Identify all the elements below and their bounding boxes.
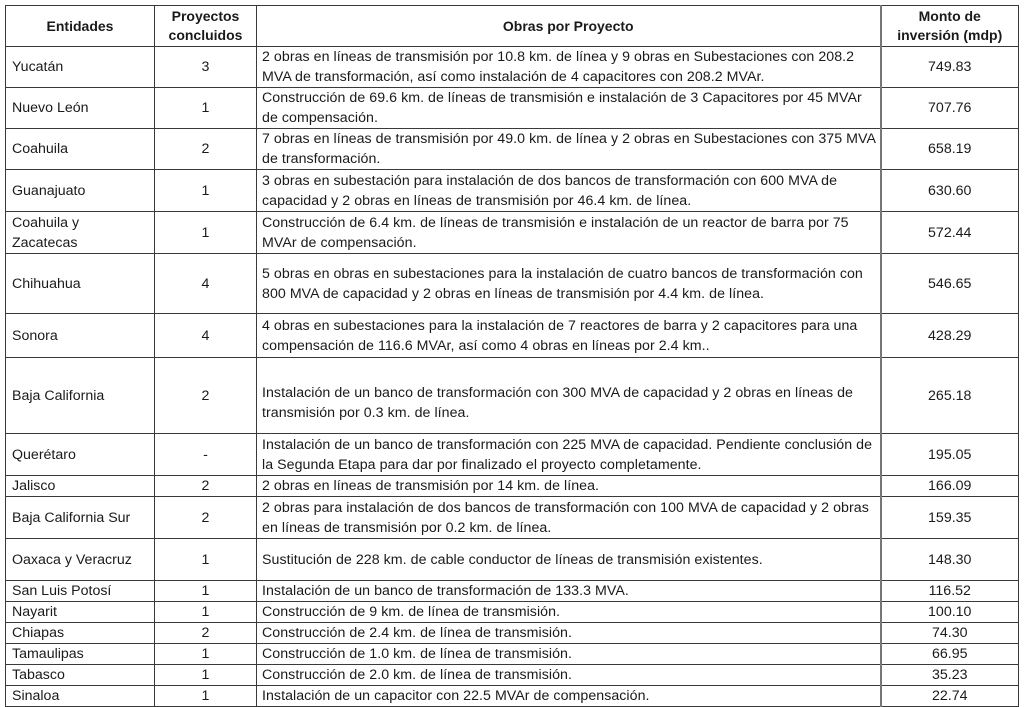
cell-proyectos: 1 (155, 88, 257, 129)
table-row (6, 88, 1019, 129)
cell-obras: 2 obras en líneas de transmisión por 14 km. de línea. (257, 476, 881, 497)
cell-obras: Construcción de 2.4 km. de línea de transmisión. (257, 623, 881, 644)
cell-monto: 546.65 (881, 254, 1019, 314)
cell-monto: 658.19 (881, 129, 1019, 170)
cell-proyectos: 1 (155, 686, 257, 707)
cell-monto: 265.18 (881, 358, 1019, 434)
header-proyectos: Proyectos concluidos (155, 6, 257, 47)
cell-entidad: Baja California (6, 358, 155, 434)
table-row (6, 476, 1019, 497)
cell-obras: Instalación de un banco de transformación con 300 MVA de capacidad y 2 obras en líneas de transmisión por 0.3 km. de línea. (257, 358, 881, 434)
cell-entidad: Yucatán (6, 47, 155, 88)
cell-monto: 148.30 (881, 539, 1019, 581)
cell-obras: Construcción de 1.0 km. de línea de transmisión. (257, 644, 881, 665)
cell-proyectos: - (155, 434, 257, 476)
cell-proyectos: 1 (155, 170, 257, 212)
cell-proyectos: 3 (155, 47, 257, 88)
cell-obras: Sustitución de 228 km. de cable conductor de líneas de transmisión existentes. (257, 539, 881, 581)
cell-entidad: Sinaloa (6, 686, 155, 707)
cell-monto: 74.30 (881, 623, 1019, 644)
cell-proyectos: 2 (155, 476, 257, 497)
cell-monto: 749.83 (881, 47, 1019, 88)
cell-entidad: Coahuila (6, 129, 155, 170)
cell-monto: 572.44 (881, 212, 1019, 254)
cell-proyectos: 1 (155, 602, 257, 623)
cell-obras: 5 obras en obras en subestaciones para la instalación de cuatro bancos de transformación con 800 MVA de capacidad y 2 obras en líneas de transmisión por 4.4 km. de línea. (257, 254, 881, 314)
cell-proyectos: 2 (155, 497, 257, 539)
table-row (6, 129, 1019, 170)
table-row (6, 47, 1019, 88)
table-row (6, 665, 1019, 686)
table-row (6, 212, 1019, 254)
cell-obras: 3 obras en subestación para instalación de dos bancos de transformación con 600 MVA de capacidad y 2 obras en líneas de transmisión por 46.4 km. de línea. (257, 170, 881, 212)
cell-monto: 428.29 (881, 314, 1019, 358)
cell-entidad: Tamaulipas (6, 644, 155, 665)
table-header-row (6, 6, 1019, 47)
cell-monto: 159.35 (881, 497, 1019, 539)
cell-monto: 707.76 (881, 88, 1019, 129)
table-row (6, 314, 1019, 358)
header-monto: Monto de inversión (mdp) (881, 6, 1019, 47)
cell-obras: 2 obras para instalación de dos bancos de transformación con 100 MVA de capacidad y 2 obras en líneas de transmisión por 0.2 km. de línea. (257, 497, 881, 539)
cell-entidad: Nayarit (6, 602, 155, 623)
cell-entidad: Guanajuato (6, 170, 155, 212)
header-entidades: Entidades (6, 6, 155, 47)
cell-monto: 630.60 (881, 170, 1019, 212)
cell-entidad: Jalisco (6, 476, 155, 497)
cell-obras: Instalación de un capacitor con 22.5 MVAr de compensación. (257, 686, 881, 707)
cell-obras: Construcción de 6.4 km. de líneas de transmisión e instalación de un reactor de barra por 75 MVAr de compensación. (257, 212, 881, 254)
cell-entidad: Querétaro (6, 434, 155, 476)
cell-entidad: Coahuila y Zacatecas (6, 212, 155, 254)
table-row (6, 497, 1019, 539)
cell-proyectos: 1 (155, 212, 257, 254)
header-obras: Obras por Proyecto (257, 6, 881, 47)
table-row (6, 434, 1019, 476)
cell-obras: Instalación de un banco de transformación con 225 MVA de capacidad. Pendiente conclusión de la Segunda Etapa para dar por finalizado el proyecto completamente. (257, 434, 881, 476)
cell-obras: 4 obras en subestaciones para la instalación de 7 reactores de barra y 2 capacitores para una compensación de 116.6 MVAr, así como 4 obras en líneas por 2.4 km.. (257, 314, 881, 358)
cell-obras: Instalación de un banco de transformación de 133.3 MVA. (257, 581, 881, 602)
table-row (6, 170, 1019, 212)
table-row (6, 686, 1019, 707)
cell-proyectos: 1 (155, 644, 257, 665)
table-row (6, 358, 1019, 434)
cell-entidad: Chihuahua (6, 254, 155, 314)
table-row (6, 581, 1019, 602)
cell-obras: 7 obras en líneas de transmisión por 49.0 km. de línea y 2 obras en Subestaciones con 375 MVA de transformación. (257, 129, 881, 170)
cell-obras: 2 obras en líneas de transmisión por 10.8 km. de línea y 9 obras en Subestaciones con 208.2 MVA de transformación, así como instalación de 4 capacitores con 208.2 MVAr. (257, 47, 881, 88)
table-row (6, 623, 1019, 644)
cell-monto: 116.52 (881, 581, 1019, 602)
cell-obras: Construcción de 69.6 km. de líneas de transmisión e instalación de 3 Capacitores por 45 MVAr de compensación. (257, 88, 881, 129)
cell-monto: 35.23 (881, 665, 1019, 686)
cell-entidad: Baja California Sur (6, 497, 155, 539)
cell-monto: 22.74 (881, 686, 1019, 707)
cell-proyectos: 2 (155, 358, 257, 434)
cell-entidad: Oaxaca y Veracruz (6, 539, 155, 581)
cell-obras: Construcción de 9 km. de línea de transmisión. (257, 602, 881, 623)
cell-monto: 195.05 (881, 434, 1019, 476)
cell-proyectos: 4 (155, 314, 257, 358)
cell-proyectos: 2 (155, 623, 257, 644)
projects-table (5, 5, 1019, 707)
cell-entidad: Sonora (6, 314, 155, 358)
cell-proyectos: 1 (155, 665, 257, 686)
table-row (6, 539, 1019, 581)
table-row (6, 644, 1019, 665)
cell-monto: 166.09 (881, 476, 1019, 497)
cell-monto: 100.10 (881, 602, 1019, 623)
cell-monto: 66.95 (881, 644, 1019, 665)
cell-entidad: Tabasco (6, 665, 155, 686)
cell-entidad: San Luis Potosí (6, 581, 155, 602)
cell-proyectos: 1 (155, 581, 257, 602)
cell-proyectos: 4 (155, 254, 257, 314)
table-row (6, 602, 1019, 623)
table-row (6, 254, 1019, 314)
cell-entidad: Chiapas (6, 623, 155, 644)
cell-obras: Construcción de 2.0 km. de línea de transmisión. (257, 665, 881, 686)
cell-proyectos: 1 (155, 539, 257, 581)
cell-proyectos: 2 (155, 129, 257, 170)
cell-entidad: Nuevo León (6, 88, 155, 129)
